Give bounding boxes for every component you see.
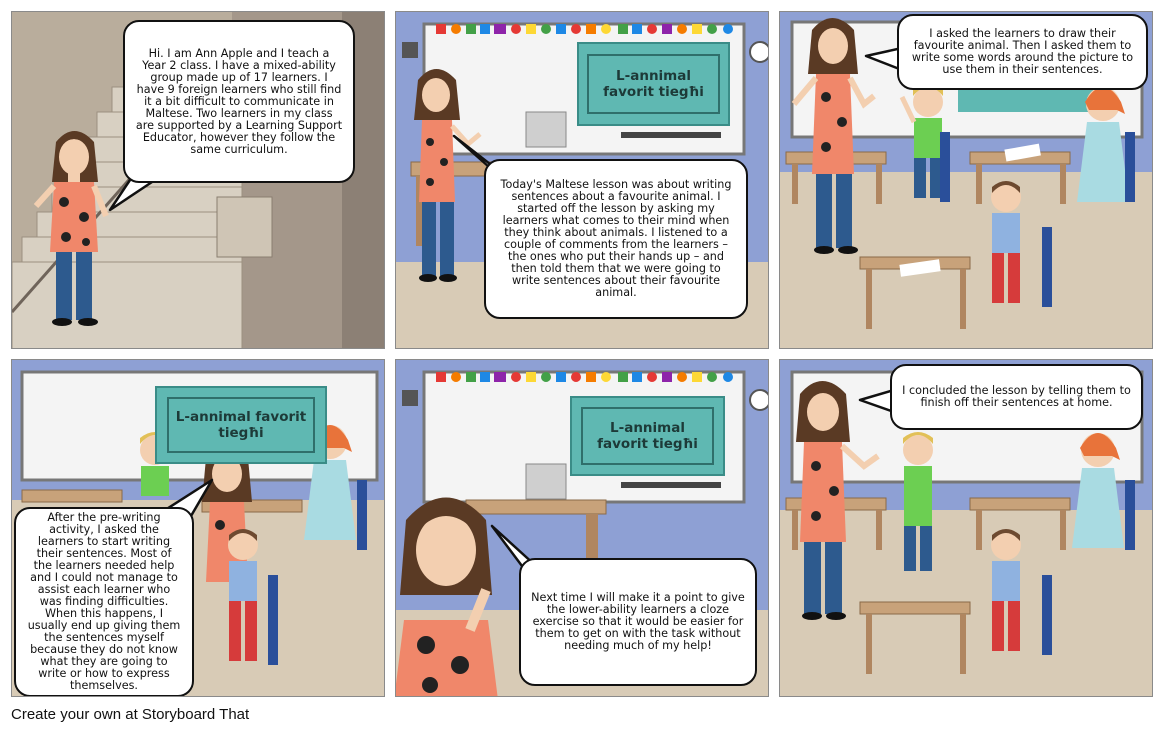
- speech-bubble-6: [890, 364, 1143, 430]
- panel-2: [395, 11, 769, 349]
- board-sign-text: L-annimal favorit tiegħi: [175, 408, 307, 441]
- panel-6: [779, 359, 1153, 697]
- panel-4: [11, 359, 385, 697]
- speech-bubble-3: [897, 14, 1148, 90]
- panel-5: [395, 359, 769, 697]
- speech-bubble-5: [519, 558, 757, 686]
- panel-5-text: Next time I will make it a point to give the lower-ability learners a cloze exercise so that it would be easier for them to get on with the task without needing much of my help!: [531, 591, 745, 652]
- speech-bubble-4: [14, 507, 194, 697]
- footer-credit[interactable]: Create your own at Storyboard That: [11, 706, 250, 723]
- board-sign-text: L-annimal favorit tiegħi: [597, 420, 698, 452]
- speech-bubble-1: [123, 20, 355, 183]
- speech-bubble-2: [484, 159, 748, 319]
- panel-3: [779, 11, 1153, 349]
- panel-3-text: I asked the learners to draw their favourite animal. Then I asked them to write some words around the picture to use them in their sentences.: [911, 27, 1134, 76]
- panel-2-text: Today's Maltese lesson was about writing sentences about a favourite animal. I started off the lesson by asking my learners what comes to their mind when they think about animals. I listened to a couple of comments from the learners – the ones who put their hands up – and then told them that we were going to write sentences about their favourite animal.: [500, 178, 732, 299]
- board-sign-text: L-annimal favorit tiegħi: [603, 68, 704, 100]
- panel-6-text: I concluded the lesson by telling them to finish off their sentences at home.: [902, 384, 1131, 409]
- panel-1: [11, 11, 385, 349]
- panel-1-text: Hi. I am Ann Apple and I teach a Year 2 class. I have a mixed-ability group made up of 17 learners. I have 9 foreign learners who still find it a bit difficult to communicate in Maltese. Two learners in my class are supported by a Learning Support Educator, however they follow the same curriculum.: [135, 46, 343, 156]
- panel-4-text: After the pre-writing activity, I asked the learners to start writing their sentences. Most of the learners needed help and I could not manage to assist each learner who was finding difficulties. When this happens, I usually end up giving them the sentences myself because they do not know what they are going to write or how to express themselves.: [27, 511, 181, 692]
